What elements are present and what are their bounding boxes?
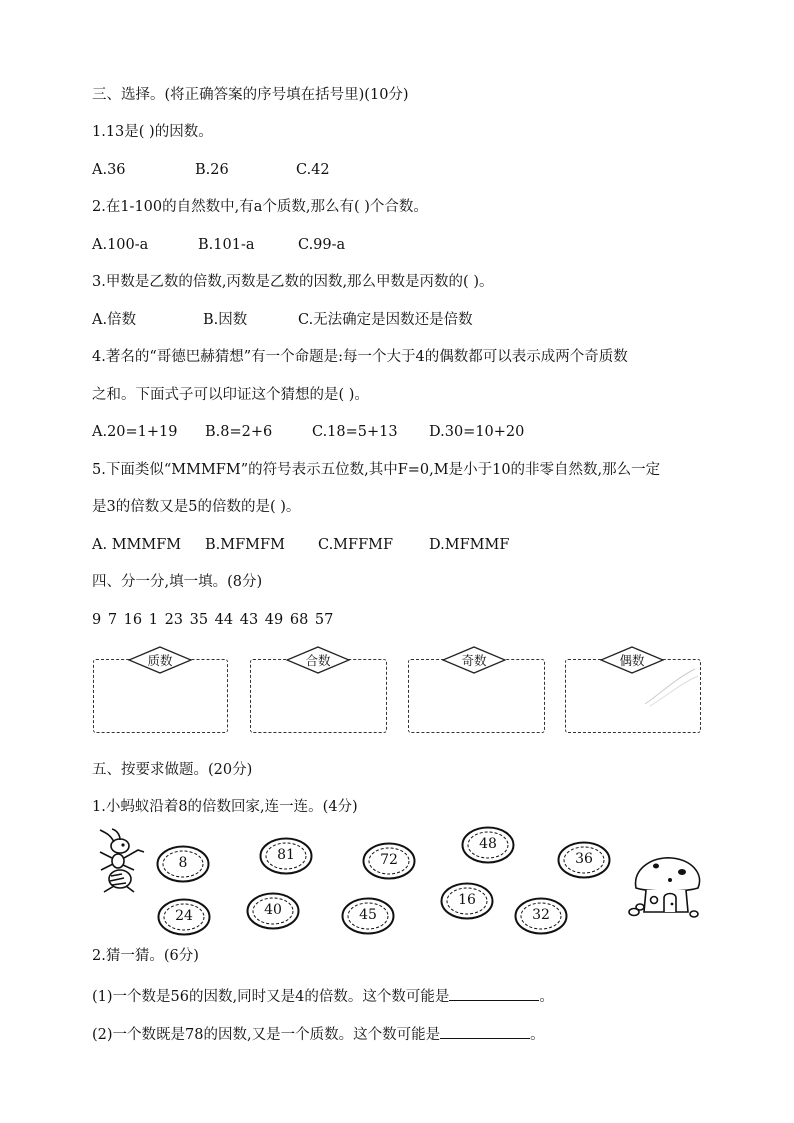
question-4-stem: 4.著名的“哥德巴赫猜想”有一个命题是:每一个大于4的偶数都可以表示成两个奇质数 [92,349,628,365]
question-4-stem-cont: 之和。下面式子可以印证这个猜想的是( )。 [92,387,369,403]
odd-label-diamond [442,646,506,674]
q2b-end: 。 [530,1027,545,1043]
section4-heading: 四、分一分,填一填。(8分) [92,574,263,590]
coin-32-label: 32 [532,907,550,923]
q2-option-c: C.99-a [298,237,346,253]
q2b-text: (2)一个数既是78的因数,又是一个质数。这个数可能是 [92,1027,441,1043]
q2-option-a: A.100-a [92,237,149,253]
q2b-row [92,1024,545,1044]
q2a-row [92,986,554,1006]
q5-option-b: B.MFMFM [205,537,285,553]
q5-option-a: A. MMMFM [92,537,182,553]
section5-q2: 2.猜一猜。(6分) [92,948,199,964]
q4-option-a: A.20=1+19 [92,424,178,440]
coin-16-label: 16 [458,892,476,908]
q3-option-c: C.无法确定是因数还是倍数 [298,312,473,328]
number-list: 9 7 16 1 23 35 44 43 49 68 57 [92,612,334,628]
composite-label: 合数 [305,653,331,668]
q4-option-c: C.18=5+13 [312,424,398,440]
q1-option-b: B.26 [195,162,229,178]
q2a-answer-blank[interactable] [449,986,539,1001]
section5-q1: 1.小蚂蚁沿着8的倍数回家,连一连。(4分) [92,799,358,815]
coin-8-label: 8 [178,855,188,871]
question-5-stem: 5.下面类似“MMMFM”的符号表示五位数,其中F=0,M是小于10的非零自然数,那么一定 [92,462,661,478]
q4-option-b: B.8=2+6 [205,424,273,440]
question-3-stem: 3.甲数是乙数的倍数,丙数是乙数的因数,那么甲数是丙数的( )。 [92,274,494,290]
odd-label: 奇数 [461,653,487,668]
section3-heading: 三、选择。(将正确答案的序号填在括号里)(10分) [92,87,409,103]
question-2-stem: 2.在1-100的自然数中,有a个质数,那么有( )个合数。 [92,199,428,215]
q5-option-c: C.MFFMF [318,537,394,553]
q2a-text: (1)一个数是56的因数,同时又是4的倍数。这个数可能是 [92,989,450,1005]
q3-option-b: B.因数 [203,312,248,328]
q2b-answer-blank[interactable] [440,1024,530,1039]
coin-72-label: 72 [380,852,398,868]
coin-45-label: 45 [359,907,377,923]
prime-label-diamond [128,646,192,674]
q2a-end: 。 [539,989,554,1005]
coin-40-label: 40 [264,902,282,918]
mushroom-house-icon [626,852,706,922]
q2-option-b: B.101-a [198,237,255,253]
faint-scribble-decoration [640,664,700,709]
q1-option-a: A.36 [92,162,126,178]
coin-24-label: 24 [175,908,193,924]
q4-option-d: D.30=10+20 [429,424,525,440]
coin-36-label: 36 [575,851,593,867]
q3-option-a: A.倍数 [92,312,137,328]
ant-icon [94,828,152,894]
even-label: 偶数 [619,653,645,668]
composite-label-diamond [286,646,350,674]
q1-option-c: C.42 [296,162,330,178]
question-1-stem: 1.13是( )的因数。 [92,124,213,140]
prime-label: 质数 [147,653,173,668]
coin-48-label: 48 [479,836,497,852]
coin-81-label: 81 [277,847,295,863]
question-5-stem-cont: 是3的倍数又是5的倍数的是( )。 [92,499,301,515]
q5-option-d: D.MFMMF [429,537,510,553]
section5-heading: 五、按要求做题。(20分) [92,762,253,778]
